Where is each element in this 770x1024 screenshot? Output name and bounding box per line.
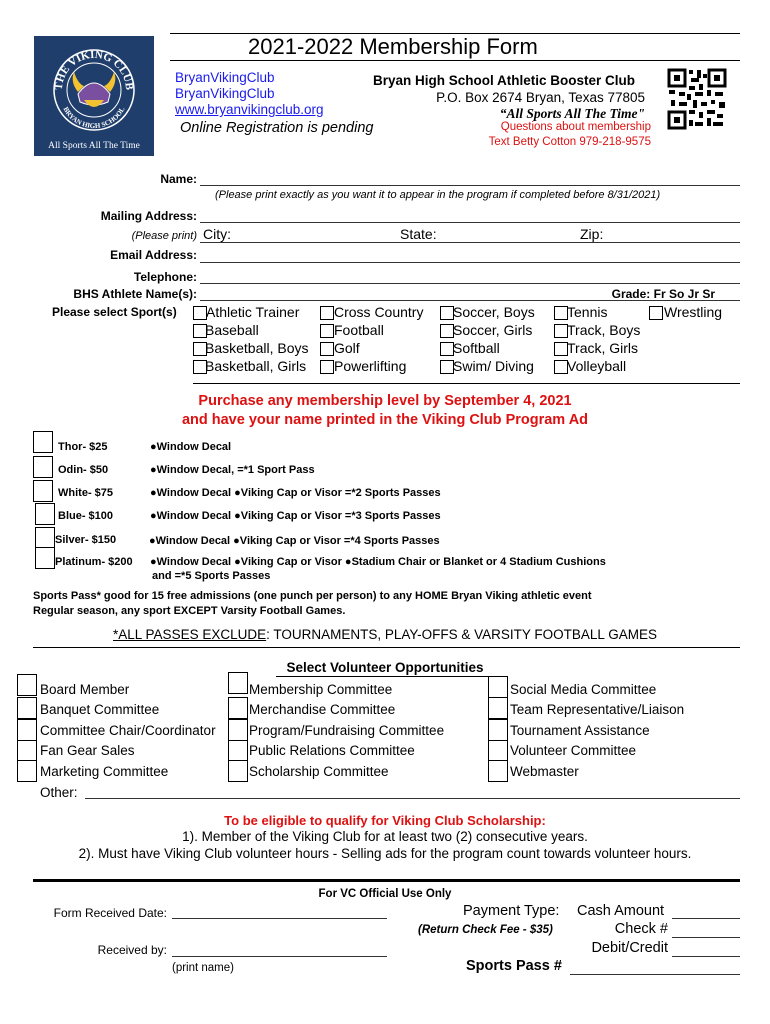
volunteer-checkbox[interactable] xyxy=(488,740,508,762)
return-check-fee: (Return Check Fee - $35) xyxy=(418,924,553,936)
level-name: Thor- $25 xyxy=(58,441,108,453)
volunteer-checkbox[interactable] xyxy=(17,740,37,762)
cash-amount-label: Cash Amount xyxy=(577,903,665,919)
level-name: Platinum- $200 xyxy=(55,556,133,568)
received-by-field[interactable] xyxy=(172,956,387,957)
level-benefit: ●Window Decal ●Viking Cap or Visor =*4 Sports Passes xyxy=(149,535,440,547)
questions-text: Questions about membership xyxy=(500,121,651,133)
purchase-line-2: and have your name printed in the Viking Club Program Ad xyxy=(181,412,589,428)
volunteer-checkbox[interactable] xyxy=(17,674,37,696)
name-label: Name: xyxy=(160,172,197,186)
volunteer-label: Banquet Committee xyxy=(40,702,160,717)
check-number-label: Check # xyxy=(614,921,668,937)
sport-checkbox[interactable] xyxy=(440,360,454,374)
sport-label: Track, Girls xyxy=(567,340,639,356)
payment-type-label: Payment Type: xyxy=(463,903,560,919)
social-links xyxy=(175,70,324,118)
svg-text:All Sports All The Time: All Sports All The Time xyxy=(48,141,140,151)
sport-label: Baseball xyxy=(205,322,259,338)
facebook-link[interactable]: BryanVikingClub xyxy=(175,70,275,85)
volunteer-checkbox[interactable] xyxy=(228,760,248,782)
sports-pass-number-label: Sports Pass # xyxy=(466,958,562,974)
sport-label: Swim/ Diving xyxy=(453,358,534,374)
debit-credit-label: Debit/Credit xyxy=(591,940,668,956)
sport-checkbox[interactable] xyxy=(440,342,454,356)
debit-credit-field[interactable] xyxy=(672,956,740,957)
level-name: Blue- $100 xyxy=(58,510,114,522)
instagram-link[interactable]: BryanVikingClub xyxy=(175,86,275,101)
scholarship-item-1: 1). Member of the Viking Club for at least two (2) consecutive years. xyxy=(182,829,588,844)
telephone-label: Telephone: xyxy=(133,270,197,284)
website-link[interactable]: www.bryanvikingclub.org xyxy=(175,102,324,117)
scholarship-item-2: 2). Must have Viking Club volunteer hours - Selling ads for the program count towards volunteer hours. xyxy=(78,846,692,861)
sport-checkbox[interactable] xyxy=(193,306,207,320)
volunteer-label: Fan Gear Sales xyxy=(40,743,135,758)
sports-pass-note-line-2: Regular season, any sport EXCEPT Varsity Football Games. xyxy=(33,605,346,617)
svg-text:THE VIKING CLUB: THE VIKING CLUB xyxy=(52,48,136,91)
volunteer-checkbox[interactable] xyxy=(488,760,508,782)
check-number-field[interactable] xyxy=(672,937,740,938)
athlete-name-label: BHS Athlete Name(s): xyxy=(73,287,197,301)
sport-label: Athletic Trainer xyxy=(206,304,300,320)
mailing-address-field[interactable] xyxy=(200,222,740,223)
contact-text: Text Betty Cotton 979-218-9575 xyxy=(488,136,651,148)
page-title: 2021-2022 Membership Form xyxy=(248,34,538,59)
volunteer-label: Scholarship Committee xyxy=(249,764,389,779)
sport-label: Basketball, Girls xyxy=(205,358,307,374)
level-name: Silver- $150 xyxy=(55,534,117,546)
volunteer-label: Board Member xyxy=(40,682,130,697)
volunteer-checkbox[interactable] xyxy=(488,676,508,698)
volunteer-checkbox[interactable] xyxy=(228,697,248,719)
qr-code-icon[interactable] xyxy=(667,68,727,130)
email-label: Email Address: xyxy=(110,248,197,262)
sport-checkbox[interactable] xyxy=(440,324,454,338)
city-state-zip-field[interactable] xyxy=(200,242,740,243)
viking-helmet-icon xyxy=(34,36,154,156)
level-benefit: ●Window Decal ●Viking Cap or Visor =*3 Sports Passes xyxy=(150,510,441,522)
sport-label: Soccer, Boys xyxy=(453,304,535,320)
volunteer-label: Committee Chair/Coordinator xyxy=(40,723,216,738)
sport-checkbox[interactable] xyxy=(440,306,454,320)
volunteer-label: Program/Fundraising Committee xyxy=(249,723,445,738)
email-field[interactable] xyxy=(200,262,740,263)
level-benefit-continued: and =*5 Sports Passes xyxy=(152,570,271,582)
sports-pass-number-field[interactable] xyxy=(570,974,740,975)
sport-checkbox[interactable] xyxy=(320,342,334,356)
sport-label: Golf xyxy=(334,340,360,356)
volunteer-checkbox[interactable] xyxy=(17,697,37,719)
viking-club-logo xyxy=(34,36,154,156)
sport-checkbox[interactable] xyxy=(320,324,334,338)
volunteer-label: Public Relations Committee xyxy=(249,743,415,758)
please-print-note: (Please print) xyxy=(131,230,197,242)
volunteer-label: Membership Committee xyxy=(249,682,393,697)
volunteer-label: Team Representative/Liaison xyxy=(510,702,685,717)
svg-text:BRYAN HIGH SCHOOL: BRYAN HIGH SCHOOL xyxy=(61,105,127,131)
sport-select-label: Please select Sport(s) xyxy=(52,305,177,319)
sport-label: Track, Boys xyxy=(567,322,641,338)
volunteer-checkbox[interactable] xyxy=(17,719,37,741)
level-benefit: ●Window Decal, =*1 Sport Pass xyxy=(150,464,315,476)
purchase-line-1: Purchase any membership level by September 4, 2021 xyxy=(198,393,572,409)
level-name: White- $75 xyxy=(58,487,114,499)
section-rule xyxy=(193,383,740,384)
sport-checkbox[interactable] xyxy=(649,306,663,320)
level-checkbox[interactable] xyxy=(35,527,55,549)
volunteer-checkbox[interactable] xyxy=(228,740,248,762)
volunteer-checkbox[interactable] xyxy=(17,760,37,782)
sport-label: Tennis xyxy=(567,304,608,320)
volunteer-checkbox[interactable] xyxy=(228,672,248,694)
sport-checkbox[interactable] xyxy=(554,342,568,356)
volunteer-label: Marketing Committee xyxy=(40,764,169,779)
name-field[interactable] xyxy=(200,185,740,186)
official-rule xyxy=(33,879,740,882)
level-benefit: ●Window Decal xyxy=(150,441,232,453)
volunteer-title: Select Volunteer Opportunities xyxy=(286,660,484,675)
volunteer-checkbox[interactable] xyxy=(488,697,508,719)
level-checkbox[interactable] xyxy=(33,431,53,453)
volunteer-checkbox[interactable] xyxy=(488,719,508,741)
level-checkbox[interactable] xyxy=(33,480,53,502)
sport-label: Soccer, Girls xyxy=(453,322,533,338)
scholarship-title: To be eligible to qualify for Viking Club Scholarship: xyxy=(224,813,546,828)
sport-label: Wrestling xyxy=(664,304,723,320)
name-note: (Please print exactly as you want it to appear in the program if completed before 8/31/2021) xyxy=(215,189,661,201)
sport-label: Cross Country xyxy=(334,304,424,320)
other-label: Other: xyxy=(40,785,78,800)
level-benefit: ●Window Decal ●Viking Cap or Visor ●Stadium Chair or Blanket or 4 Stadium Cushions xyxy=(150,556,606,568)
sport-label: Softball xyxy=(453,340,500,356)
sport-checkbox[interactable] xyxy=(554,306,568,320)
sport-checkbox[interactable] xyxy=(554,360,568,374)
org-motto: “All Sports All The Time" xyxy=(499,106,645,121)
volunteer-checkbox[interactable] xyxy=(228,719,248,741)
org-name: Bryan High School Athletic Booster Club xyxy=(373,73,636,88)
volunteer-label: Merchandise Committee xyxy=(249,702,396,717)
online-registration-note: Online Registration is pending xyxy=(180,120,374,136)
section-rule xyxy=(33,647,740,648)
form-received-field[interactable] xyxy=(172,918,387,919)
volunteer-label: Tournament Assistance xyxy=(510,723,650,738)
volunteer-label: Webmaster xyxy=(510,764,579,779)
state-label: State: xyxy=(400,226,437,242)
print-name-note: (print name) xyxy=(172,962,234,974)
form-received-label: Form Received Date: xyxy=(53,906,167,920)
sport-label: Powerlifting xyxy=(334,358,407,374)
sport-label: Basketball, Boys xyxy=(205,340,309,356)
sport-label: Football xyxy=(334,322,384,338)
exclude-rest: : TOURNAMENTS, PLAY-OFFS & VARSITY FOOTBALL GAMES xyxy=(266,627,657,642)
org-address: P.O. Box 2674 Bryan, Texas 77805 xyxy=(436,90,645,105)
city-label: City: xyxy=(203,226,231,242)
received-by-label: Received by: xyxy=(97,943,167,957)
level-benefit: ●Window Decal ●Viking Cap or Visor =*2 Sports Passes xyxy=(150,487,441,499)
zip-label: Zip: xyxy=(580,226,604,242)
level-checkbox[interactable] xyxy=(35,503,55,525)
passes-exclude-note xyxy=(0,627,770,642)
volunteer-label: Social Media Committee xyxy=(510,682,657,697)
official-use-title: For VC Official Use Only xyxy=(318,888,452,900)
volunteer-label: Volunteer Committee xyxy=(510,743,637,758)
sport-checkbox[interactable] xyxy=(320,306,334,320)
level-checkbox[interactable] xyxy=(33,456,53,478)
grade-label: Grade: Fr So Jr Sr xyxy=(611,287,715,301)
other-field[interactable] xyxy=(85,798,740,799)
sports-pass-note-line-1: Sports Pass* good for 15 free admissions (one punch per person) to any HOME Bryan Viking athletic event xyxy=(33,590,592,602)
sport-checkbox[interactable] xyxy=(554,324,568,338)
telephone-field[interactable] xyxy=(200,283,740,284)
athlete-name-field[interactable] xyxy=(200,300,740,301)
exclude-prefix: *ALL PASSES EXCLUDE xyxy=(113,627,267,642)
cash-amount-field[interactable] xyxy=(672,918,740,919)
level-name: Odin- $50 xyxy=(58,464,109,476)
level-checkbox[interactable] xyxy=(35,547,55,569)
sport-checkbox[interactable] xyxy=(320,360,334,374)
mailing-address-label: Mailing Address: xyxy=(100,209,197,223)
volunteer-title-underline xyxy=(276,676,498,677)
sport-label: Volleyball xyxy=(567,358,627,374)
header-title-rule xyxy=(170,60,740,61)
